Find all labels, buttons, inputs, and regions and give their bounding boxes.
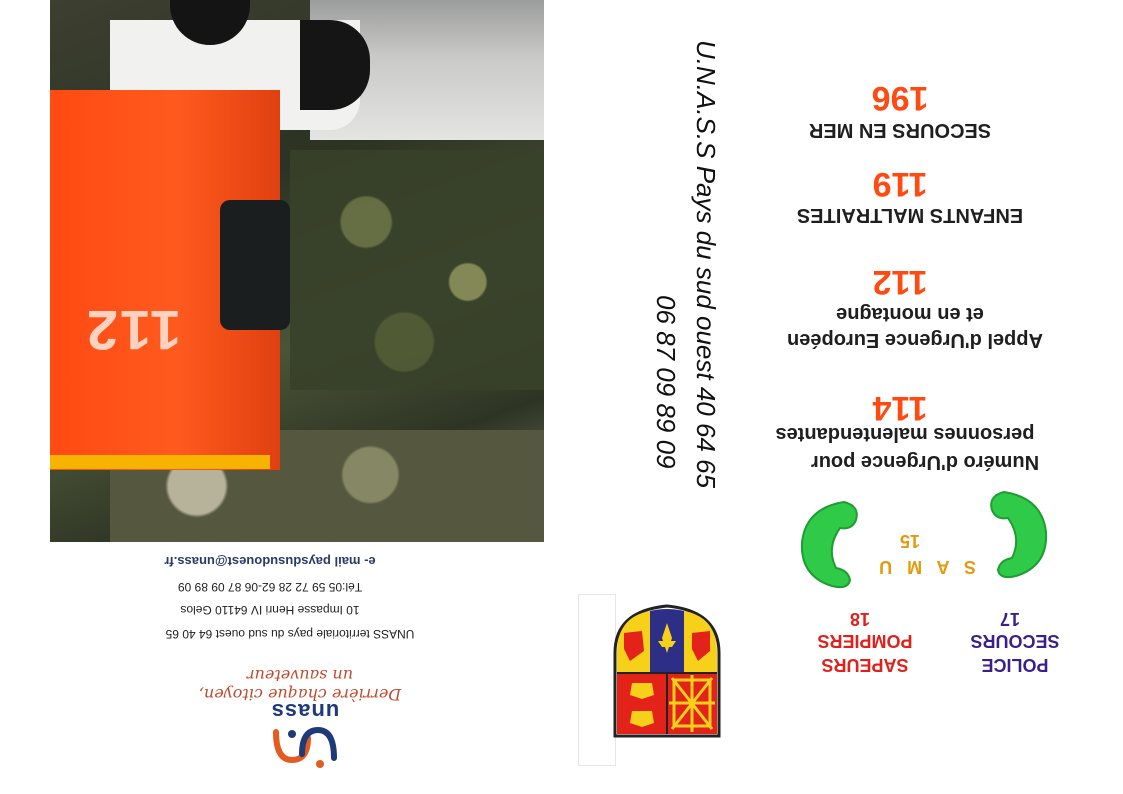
coat-of-arms-icon bbox=[612, 603, 722, 739]
abused-children-number: 119 bbox=[872, 165, 928, 203]
phone-icon bbox=[796, 498, 862, 590]
photo-van-stripe bbox=[50, 455, 270, 469]
title-phone: 06 87 09 89 09 bbox=[651, 295, 681, 469]
deaf-emergency-label-line2: personnes malentendantes bbox=[775, 423, 1035, 445]
sea-rescue-label: SECOURS EN MER bbox=[808, 119, 992, 141]
european-emergency-number: 112 bbox=[872, 263, 928, 301]
contact-organization: UNASS territoriale pays du sud ouest 64 40 65 bbox=[165, 627, 415, 641]
title-unass-name: U.N.A.S.S Pays du sud ouest 40 64 65 bbox=[691, 40, 721, 489]
contact-email: e- mail paysdusudouest@unass.fr bbox=[164, 554, 376, 569]
unass-logo-word: unass bbox=[270, 699, 340, 724]
deaf-emergency-label-line1: Numéro d'Urgence pour bbox=[810, 451, 1040, 473]
photo-foliage bbox=[290, 150, 544, 390]
phone-icon bbox=[986, 488, 1052, 580]
samu-number: 15 bbox=[899, 531, 921, 551]
abused-children-label: ENFANTS MALTRAITES bbox=[796, 204, 1024, 226]
unass-tagline: Derrière chaque citoyen, un sauveteur bbox=[198, 666, 402, 704]
samu-label: S A M U bbox=[874, 557, 976, 577]
contact-phone: Tél:05 59 72 28 62-06 87 09 89 09 bbox=[177, 580, 363, 594]
unass-logo-icon bbox=[268, 724, 342, 772]
deaf-emergency-number: 114 bbox=[872, 389, 928, 427]
police-number: 17 bbox=[999, 609, 1021, 629]
coat-of-arms-frame bbox=[578, 594, 616, 766]
photo-112-marking: 112 bbox=[84, 299, 182, 362]
contact-address: 10 Impasse Henri IV 64110 Gelos bbox=[180, 603, 360, 617]
ambulance-photo bbox=[50, 0, 544, 542]
vertical-title bbox=[651, 40, 721, 550]
police-label-line2: SECOURS bbox=[970, 631, 1060, 651]
sea-rescue-number: 196 bbox=[871, 79, 929, 117]
police-label-line1: POLICE bbox=[981, 655, 1049, 675]
photo-van-window bbox=[220, 200, 290, 330]
firefighters-number: 18 bbox=[849, 609, 871, 629]
european-emergency-label-line1: Appel d'Urgence Européen bbox=[787, 329, 1043, 351]
firefighters-label-line2: POMPIERS bbox=[817, 631, 913, 651]
photo-wheel bbox=[300, 20, 370, 110]
european-emergency-label-line2: et en montagne bbox=[836, 303, 984, 325]
firefighters-label-line1: SAPEURS bbox=[821, 655, 909, 675]
